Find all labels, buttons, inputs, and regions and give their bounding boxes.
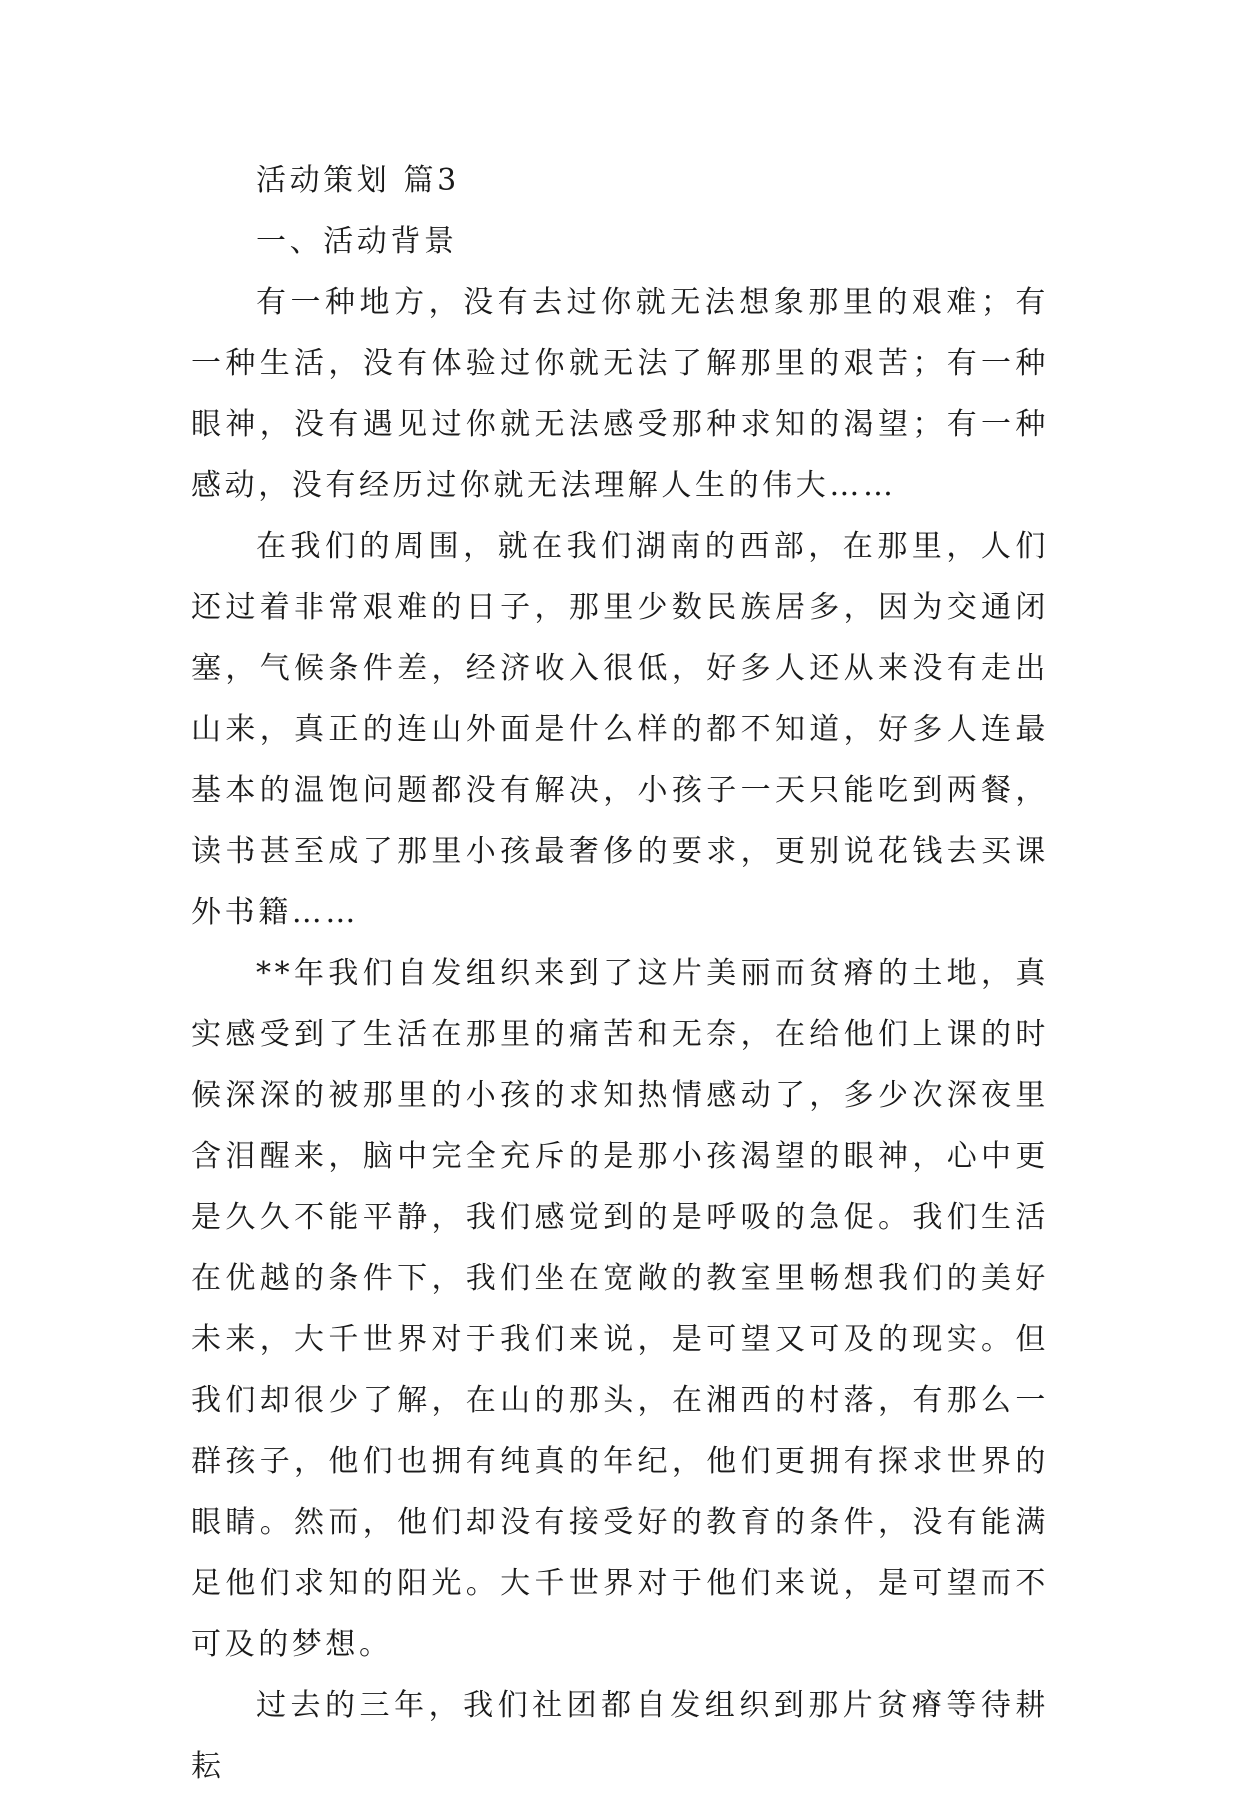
document-title: 活动策划 篇3 [256, 163, 460, 198]
section-heading: 一、活动背景 [256, 224, 458, 259]
paragraph: 有一种地方，没有去过你就无法想象那里的艰难；有一种生活，没有体验过你就无法了解那里的艰苦；有一种眼神，没有遇见过你就无法感受那种求知的渴望；有一种感动，没有经历过你就无法理解人生的伟大…… [191, 285, 1049, 503]
paragraph: 过去的三年，我们社团都自发组织到那片贫瘠等待耕耘 [191, 1688, 1049, 1784]
paragraph: **年我们自发组织来到了这片美丽而贫瘠的土地，真实感受到了生活在那里的痛苦和无奈，在给他们上课的时候深深的被那里的小孩的求知热情感动了，多少次深夜里含泪醒来，脑中完全充斥的是那小孩渴望的眼神，心中更是久久不能平静，我们感觉到的是呼吸的急促。我们生活在优越的条件下，我们坐在宽敞的教室里畅想我们的美好未来，大千世界对于我们来说，是可望又可及的现实。但我们却很少了解，在山的那头，在湘西的村落，有那么一群孩子，他们也拥有纯真的年纪，他们更拥有探求世界的眼睛。然而，他们却没有接受好的教育的条件，没有能满足他们求知的阳光。大千世界对于他们来说，是可望而不可及的梦想。 [191, 956, 1049, 1662]
document-body [191, 150, 1049, 1797]
paragraph: 在我们的周围，就在我们湖南的西部，在那里，人们还过着非常艰难的日子，那里少数民族居多，因为交通闭塞，气候条件差，经济收入很低，好多人还从来没有走出山来，真正的连山外面是什么样的都不知道，好多人连最基本的温饱问题都没有解决，小孩子一天只能吃到两餐，读书甚至成了那里小孩最奢侈的要求，更别说花钱去买课外书籍…… [191, 529, 1049, 930]
